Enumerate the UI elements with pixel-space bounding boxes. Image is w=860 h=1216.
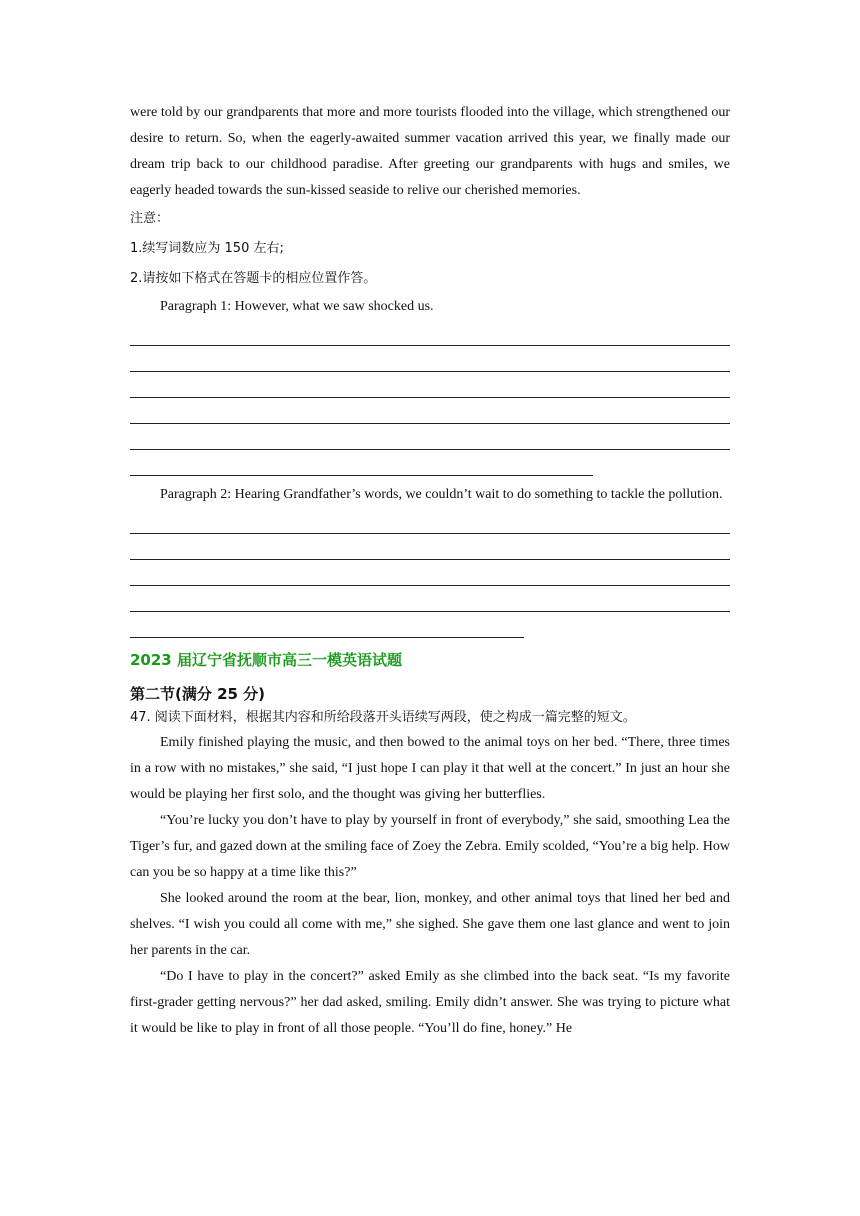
section-title: 2023 届辽宁省抚顺市高三一模英语试题: [130, 651, 402, 669]
answer-line[interactable]: [130, 534, 730, 560]
answer-line[interactable]: [130, 560, 730, 586]
subsection-heading: 第二节(满分 25 分): [130, 685, 266, 703]
story-paragraph: “You’re lucky you don’t have to play by yourself in front of everybody,” she said, smoothing Lea the Tiger’s fur, and gazed down at the smiling face of Zoey the Zebra. Emily scolded, “You’re a big help. How can you be so happy at a time like this?”: [130, 813, 730, 880]
answer-line[interactable]: [130, 508, 730, 534]
answer-line[interactable]: [130, 586, 730, 612]
top-passage: were told by our grandparents that more and more tourists flooded into the village, which strengthened our desire to return. So, when the eagerly-awaited summer vacation arrived this year, we finally made our dream trip back to our childhood paradise. After greeting our grandparents with hugs and smiles, we eagerly headed towards the sun-kissed seaside to relive our cherished memories.: [130, 105, 730, 198]
answer-line[interactable]: [130, 424, 730, 450]
paragraph2-prompt: Paragraph 2: Hearing Grandfather’s words, we couldn’t wait to do something to tackle the pollution.: [160, 487, 723, 502]
paragraph1-prompt: Paragraph 1: However, what we saw shocked us.: [160, 299, 434, 314]
story-paragraph: Emily finished playing the music, and then bowed to the animal toys on her bed. “There, three times in a row with no mistakes,” she said, “I just hope I can play it that well at the concert.” In just an hour she would be playing her first solo, and the thought was giving her butterflies.: [130, 735, 730, 802]
story-text: [130, 730, 730, 1042]
answer-line[interactable]: [130, 450, 593, 476]
story-paragraph: “Do I have to play in the concert?” asked Emily as she climbed into the back seat. “Is my favorite first-grader getting nervous?” her dad asked, smiling. Emily didn’t answer. She was trying to picture what it would be like to play in front of all those people. “You’ll do fine, honey.” He: [130, 969, 730, 1036]
story-paragraph: She looked around the room at the bear, lion, monkey, and other animal toys that lined her bed and shelves. “I wish you could all come with me,” she sighed. She gave them one last glance and went to join her parents in the car.: [130, 891, 730, 958]
notes-item-2: 2.请按如下格式在答题卡的相应位置作答。: [130, 271, 377, 286]
question-47-instruction: 47. 阅读下面材料，根据其内容和所给段落开头语续写两段，使之构成一篇完整的短文。: [130, 710, 636, 725]
answer-line[interactable]: [130, 346, 730, 372]
paragraph1-answer-lines: [130, 320, 730, 476]
notes-item-1: 1.续写词数应为 150 左右;: [130, 241, 284, 256]
document-page: [130, 100, 730, 1042]
answer-line[interactable]: [130, 612, 524, 638]
answer-line[interactable]: [130, 320, 730, 346]
answer-line[interactable]: [130, 372, 730, 398]
paragraph2-answer-lines: [130, 508, 730, 638]
notes-label: 注意：: [130, 211, 170, 226]
answer-line[interactable]: [130, 398, 730, 424]
